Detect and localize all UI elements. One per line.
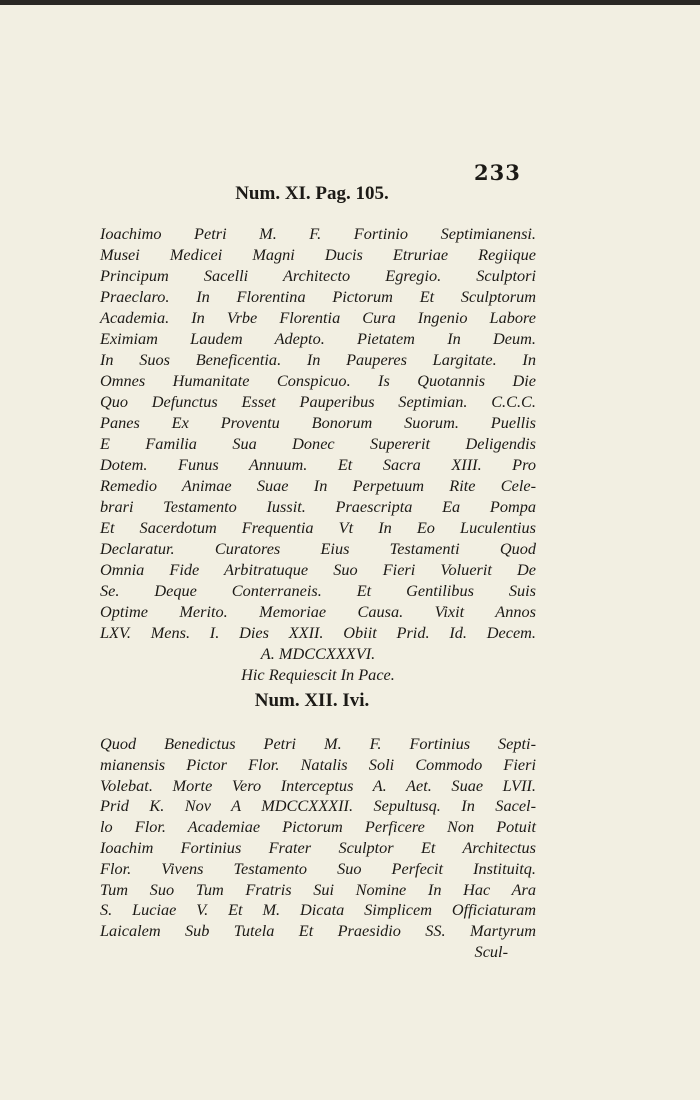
page-number: 233: [474, 160, 521, 185]
text-line: Remedio Animae Suae In Perpetuum Rite Cele-: [100, 476, 536, 495]
date-line: A. MDCCXXXVI.: [260, 644, 376, 663]
text-line: Quod Benedictus Petri M. F. Fortinius Septi-: [100, 734, 536, 753]
text-line: Volebat. Morte Vero Interceptus A. Aet. Suae LVII.: [100, 775, 536, 795]
text-line: Prid K. Nov A MDCCXXXII. Sepultusq. In Sacel-: [100, 796, 536, 816]
text-line: Laicalem Sub Tutela Et Praesidio SS. Martyrum: [100, 921, 536, 941]
scan-top-edge: [0, 0, 700, 5]
text-line: Optime Merito. Memoriae Causa. Vixit Annos: [100, 602, 536, 621]
text-line: Principum Sacelli Architecto Egregio. Sculptori: [100, 266, 536, 285]
text-line: Et Sacerdotum Frequentia Vt In Eo Luculentius: [100, 518, 536, 537]
inscription-heading-xi: Num. XI. Pag. 105.: [235, 183, 389, 204]
text-line: In Suos Beneficentia. In Pauperes Largitate. In: [100, 350, 536, 369]
catchword: Scul-: [474, 941, 508, 961]
text-line: LXV. Mens. I. Dies XXII. Obiit Prid. Id. Decem.: [100, 623, 536, 642]
closing-line: Hic Requiescit In Pace.: [241, 665, 395, 684]
inscription-heading-xii: Num. XII. Ivi.: [254, 690, 370, 711]
text-line: Academia. In Vrbe Florentia Cura Ingenio Labore: [100, 308, 536, 327]
text-line: lo Flor. Academiae Pictorum Perficere Non Potuit: [100, 817, 536, 837]
text-line: E Familia Sua Donec Supererit Deligendis: [100, 434, 536, 453]
text-line: Se. Deque Conterraneis. Et Gentilibus Suis: [100, 581, 536, 600]
text-line: Flor. Vivens Testamento Suo Perfecit Instituitq.: [100, 858, 536, 878]
text-line: Musei Medicei Magni Ducis Etruriae Regiique: [100, 245, 536, 264]
text-line: Tum Suo Tum Fratris Sui Nomine In Hac Ara: [100, 879, 536, 899]
text-line: Declaratur. Curatores Eius Testamenti Quod: [100, 539, 536, 558]
text-line: Eximiam Laudem Adepto. Pietatem In Deum.: [100, 329, 536, 348]
text-line: Ioachim Fortinius Frater Sculptor Et Architectus: [100, 837, 536, 857]
text-line: brari Testamento Iussit. Praescripta Ea Pompa: [100, 497, 536, 516]
text-line: Omnes Humanitate Conspicuo. Is Quotannis Die: [100, 371, 536, 390]
inscription-xi-text: [100, 223, 536, 685]
text-line: Panes Ex Proventu Bonorum Suorum. Puellis: [100, 413, 536, 432]
text-line: mianensis Pictor Flor. Natalis Soli Commodo Fieri: [100, 754, 536, 774]
inscription-xii-text: [100, 734, 536, 963]
text-line: Omnia Fide Arbitratuque Suo Fieri Voluerit De: [100, 560, 536, 579]
text-line: Ioachimo Petri M. F. Fortinio Septimianensi.: [100, 224, 536, 243]
text-line: Quo Defunctus Esset Pauperibus Septimian. C.C.C.: [100, 392, 536, 411]
text-line: S. Luciae V. Et M. Dicata Simplicem Officiaturam: [100, 900, 536, 920]
text-line: Praeclaro. In Florentina Pictorum Et Sculptorum: [100, 287, 536, 306]
text-line: Dotem. Funus Annuum. Et Sacra XIII. Pro: [100, 455, 536, 474]
